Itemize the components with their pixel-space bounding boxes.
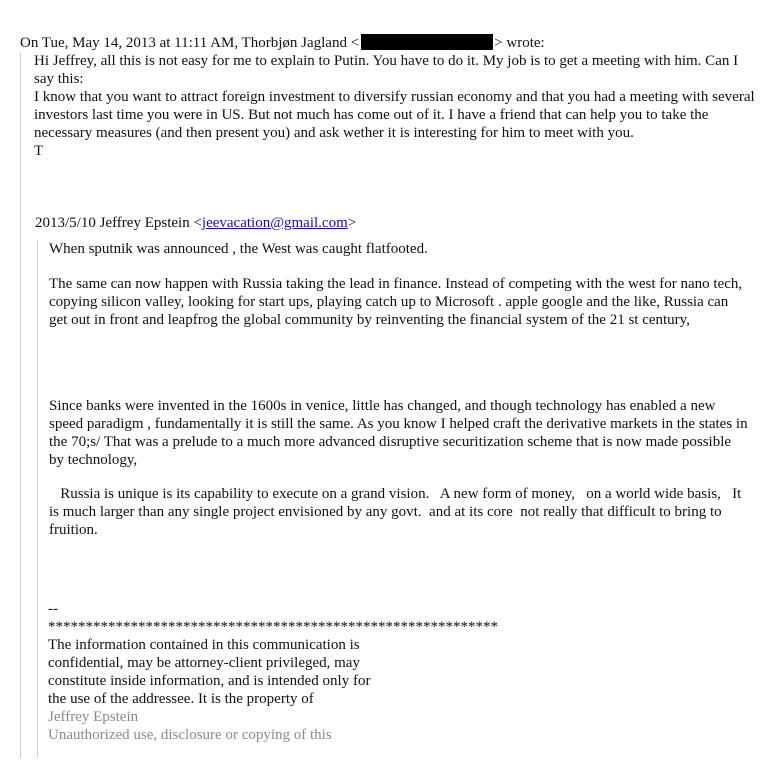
redacted-email-block [361, 34, 493, 50]
reply-header-suffix: > wrote: [494, 35, 545, 51]
signature-dashes: -- [48, 601, 58, 617]
epstein-paragraph-1: When sputnik was announced , the West was caught flatfooted. [49, 241, 428, 257]
jagland-paragraph-2: I know that you want to attract foreign investment to diversify russian economy and that you had a meeting with several investors last time you were in US. But not much has come out of it. I have a friend that can help you to take the necessary measures (and then present you) and ask wether it is interesting for him to meet with you. [34, 89, 755, 141]
attribution-suffix: > [347, 215, 357, 231]
epstein-paragraph-2: The same can now happen with Russia taking the lead in finance. Instead of competing with the west for nano tech, copying silicon valley, looking for start ups, playing catch up to Microsoft . apple google and the like, Russia can get out in front and leapfrog the global community by reinventing the financial system of the 21 st century, [49, 276, 743, 328]
attribution-prefix: 2013/5/10 Jeffrey Epstein < [35, 215, 202, 231]
email-signature [48, 600, 548, 744]
disclaimer-line: the use of the addressee. It is the property of [48, 691, 314, 707]
disclaimer-line: constitute inside information, and is intended only for [48, 673, 371, 689]
jagland-paragraph-1: Hi Jeffrey, all this is not easy for me to explain to Putin. You have to do it. My job is to get a meeting with him. Can I say this: [34, 53, 739, 87]
jagland-signoff: T [34, 143, 44, 159]
epstein-paragraph-3: Since banks were invented in the 1600s in venice, little has changed, and though technology has enabled a new speed paradigm , fundamentally it is still the same. As you know I helped craft the derivative markets in the states in the 70;s/ That was a prelude to a much more advanced disruptive securitization scheme that is now made possible by technology, [49, 398, 748, 468]
reply-header [20, 34, 545, 52]
signature-stars: ************************************************************ [48, 619, 498, 635]
disclaimer-line-gray: Jeffrey Epstein [48, 709, 139, 725]
disclaimer-line: confidential, may be attorney-client privileged, may [48, 655, 360, 671]
quoted-attribution [35, 214, 356, 232]
disclaimer-line: The information contained in this communication is [48, 637, 360, 653]
disclaimer-line-gray: Unauthorized use, disclosure or copying of this [48, 727, 332, 743]
epstein-email-link[interactable]: jeevacation@gmail.com [201, 215, 348, 231]
reply-header-text: On Tue, May 14, 2013 at 11:11 AM, Thorbjøn Jagland < [20, 35, 360, 51]
epstein-paragraph-4: Russia is unique is its capability to execute on a grand vision. A new form of money, on a world wide basis, It is much larger than any single project envisioned by any govt. and at its core not really that difficult to bring to fruition. [49, 486, 745, 538]
